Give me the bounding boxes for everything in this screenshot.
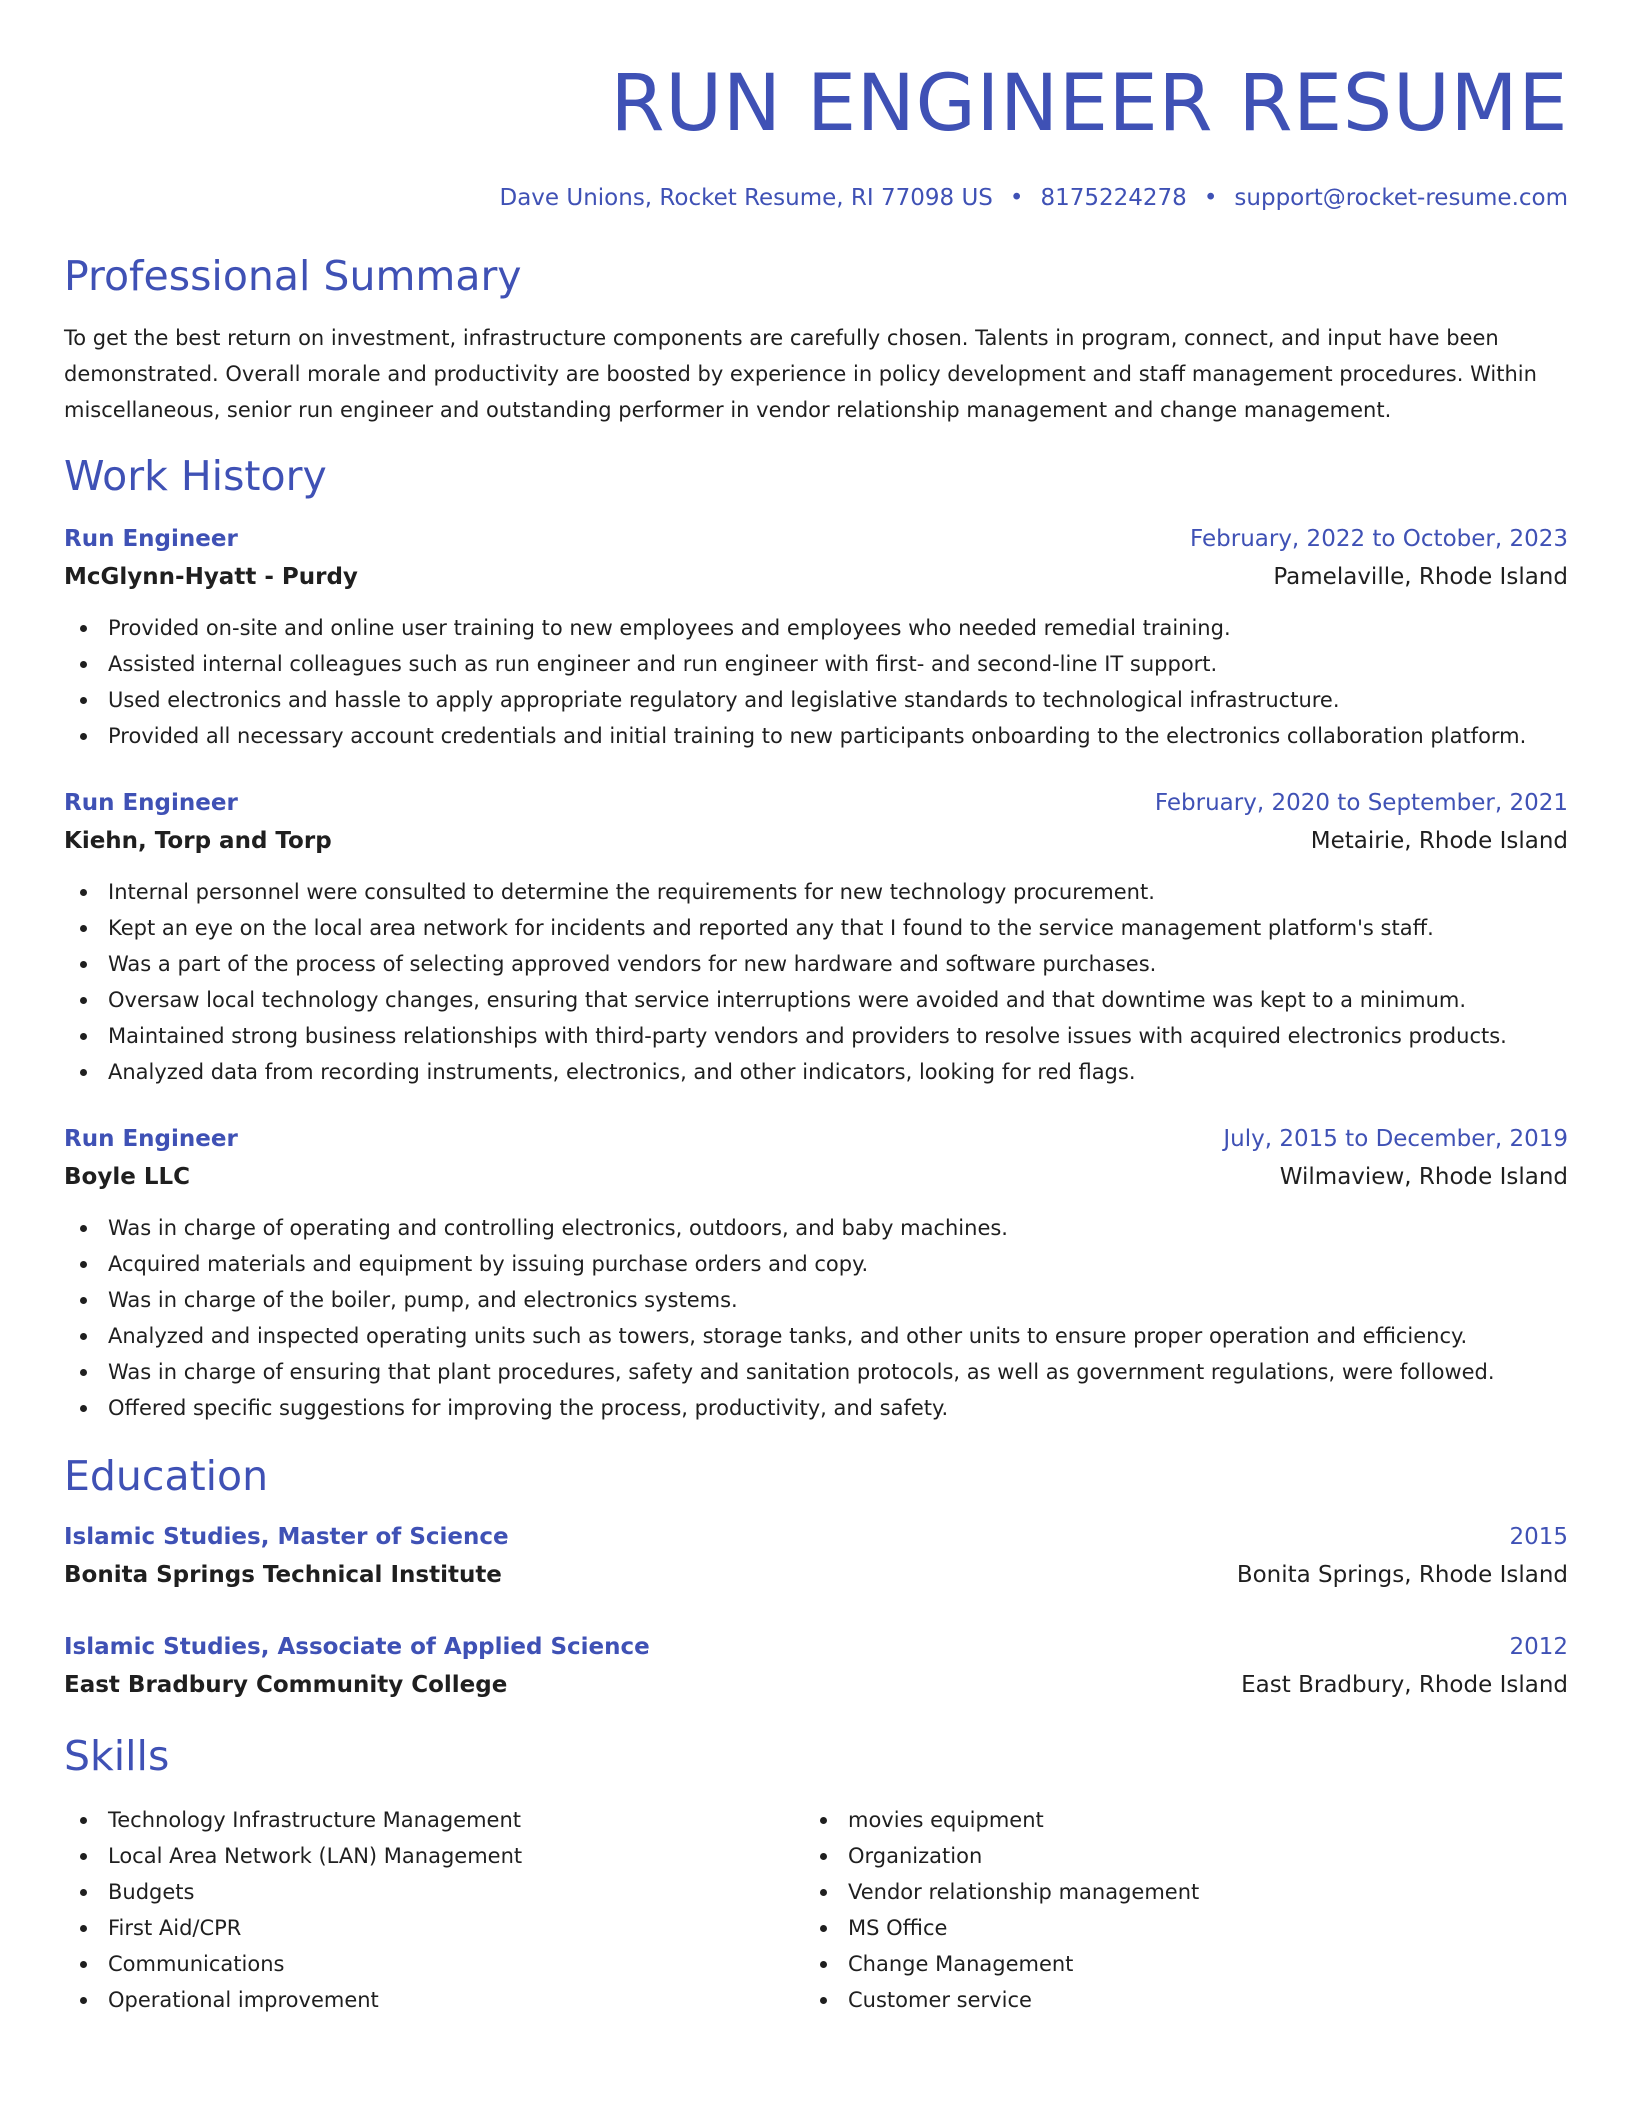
job-bullet: Provided all necessary account credentials and initial training to new participants onboarding to the electronics collaboration platform. xyxy=(64,718,1568,754)
job-bullet: Assisted internal colleagues such as run engineer and run engineer with first- and second-line IT support. xyxy=(64,646,1568,682)
skill-item: Vendor relationship management xyxy=(804,1874,1544,1910)
job-bullets xyxy=(64,610,1568,754)
job-company: Kiehn, Torp and Torp xyxy=(64,828,332,854)
skill-item: Change Management xyxy=(804,1946,1544,1982)
contact-email[interactable]: support@rocket-resume.com xyxy=(1234,185,1568,211)
skills-grid xyxy=(64,1802,1568,2018)
work-history-heading: Work History xyxy=(64,452,327,500)
education-header-row xyxy=(64,1518,1568,1556)
skill-item: First Aid/CPR xyxy=(64,1910,804,1946)
skill-item: Budgets xyxy=(64,1874,804,1910)
job-company: McGlynn-Hyatt - Purdy xyxy=(64,564,358,590)
education-location: East Bradbury, Rhode Island xyxy=(1241,1672,1568,1698)
job-bullet: Was in charge of the boiler, pump, and electronics systems. xyxy=(64,1282,1568,1318)
job-bullet: Maintained strong business relationships with third-party vendors and providers to resolve issues with acquired electronics products. xyxy=(64,1018,1568,1054)
job-entry xyxy=(64,1120,1568,1426)
job-bullet: Was a part of the process of selecting approved vendors for new hardware and software purchases. xyxy=(64,946,1568,982)
skill-item: Customer service xyxy=(804,1982,1544,2018)
education-school-row xyxy=(64,1666,1568,1704)
skills-column-right xyxy=(804,1802,1544,2018)
summary-heading: Professional Summary xyxy=(64,252,522,300)
skill-item: Operational improvement xyxy=(64,1982,804,2018)
job-role: Run Engineer xyxy=(64,1126,238,1152)
skills-heading: Skills xyxy=(64,1732,170,1780)
job-bullet: Was in charge of operating and controlling electronics, outdoors, and baby machines. xyxy=(64,1210,1568,1246)
job-location: Metairie, Rhode Island xyxy=(1310,828,1568,854)
job-bullet: Offered specific suggestions for improving the process, productivity, and safety. xyxy=(64,1390,1568,1426)
contact-line xyxy=(64,182,1568,214)
education-heading: Education xyxy=(64,1452,269,1500)
job-location: Wilmaview, Rhode Island xyxy=(1279,1164,1568,1190)
education-school-row xyxy=(64,1556,1568,1594)
contact-separator: • xyxy=(1009,185,1024,211)
summary-text: To get the best return on investment, infrastructure components are carefully chosen. Talents in program, connect, and input have been demonstrated. Overall morale and productivity are boosted by experience in policy development and staff management procedures. Within miscellaneous, senior run engineer and outstanding performer in vendor relationship management and change management. xyxy=(64,326,1537,422)
job-header-row xyxy=(64,520,1568,558)
job-bullet: Kept an eye on the local area network for incidents and reported any that I found to the service management platform's staff. xyxy=(64,910,1568,946)
job-bullet: Analyzed data from recording instruments, electronics, and other indicators, looking for red flags. xyxy=(64,1054,1568,1090)
contact-address: Dave Unions, Rocket Resume, RI 77098 US xyxy=(499,185,993,211)
resume-page xyxy=(64,0,1568,2018)
job-company-row xyxy=(64,558,1568,596)
job-dates: February, 2020 to September, 2021 xyxy=(1154,790,1568,816)
job-role: Run Engineer xyxy=(64,790,238,816)
skill-item: Technology Infrastructure Management xyxy=(64,1802,804,1838)
job-bullets xyxy=(64,1210,1568,1426)
contact-separator: • xyxy=(1203,185,1218,211)
job-entry xyxy=(64,784,1568,1090)
job-bullet: Internal personnel were consulted to determine the requirements for new technology procurement. xyxy=(64,874,1568,910)
education-school: Bonita Springs Technical Institute xyxy=(64,1562,502,1588)
job-bullets xyxy=(64,874,1568,1090)
job-company: Boyle LLC xyxy=(64,1164,191,1190)
job-dates: February, 2022 to October, 2023 xyxy=(1190,526,1568,552)
education-header-row xyxy=(64,1628,1568,1666)
education-location: Bonita Springs, Rhode Island xyxy=(1236,1562,1568,1588)
resume-title: RUN ENGINEER RESUME xyxy=(610,59,1568,149)
education-entry xyxy=(64,1628,1568,1704)
job-company-row xyxy=(64,1158,1568,1196)
job-bullet: Was in charge of ensuring that plant procedures, safety and sanitation protocols, as well as government regulations, were followed. xyxy=(64,1354,1568,1390)
education-entry xyxy=(64,1518,1568,1594)
education-year: 2015 xyxy=(1509,1524,1568,1550)
job-dates: July, 2015 to December, 2019 xyxy=(1223,1126,1568,1152)
job-bullet: Analyzed and inspected operating units such as towers, storage tanks, and other units to ensure proper operation and efficiency. xyxy=(64,1318,1568,1354)
job-entry xyxy=(64,520,1568,754)
job-role: Run Engineer xyxy=(64,526,238,552)
job-company-row xyxy=(64,822,1568,860)
job-header-row xyxy=(64,784,1568,822)
job-header-row xyxy=(64,1120,1568,1158)
job-bullet: Oversaw local technology changes, ensuring that service interruptions were avoided and that downtime was kept to a minimum. xyxy=(64,982,1568,1018)
skill-item: MS Office xyxy=(804,1910,1544,1946)
education-school: East Bradbury Community College xyxy=(64,1672,508,1698)
education-degree: Islamic Studies, Associate of Applied Science xyxy=(64,1634,650,1660)
skill-item: Local Area Network (LAN) Management xyxy=(64,1838,804,1874)
job-bullet: Provided on-site and online user training to new employees and employees who needed remedial training. xyxy=(64,610,1568,646)
education-year: 2012 xyxy=(1509,1634,1568,1660)
skill-item: movies equipment xyxy=(804,1802,1544,1838)
skill-item: Organization xyxy=(804,1838,1544,1874)
job-location: Pamelaville, Rhode Island xyxy=(1273,564,1568,590)
skill-item: Communications xyxy=(64,1946,804,1982)
education-degree: Islamic Studies, Master of Science xyxy=(64,1524,509,1550)
contact-phone: 8175224278 xyxy=(1040,185,1187,211)
job-bullet: Acquired materials and equipment by issuing purchase orders and copy. xyxy=(64,1246,1568,1282)
skills-column-left xyxy=(64,1802,804,2018)
job-bullet: Used electronics and hassle to apply appropriate regulatory and legislative standards to technological infrastructure. xyxy=(64,682,1568,718)
